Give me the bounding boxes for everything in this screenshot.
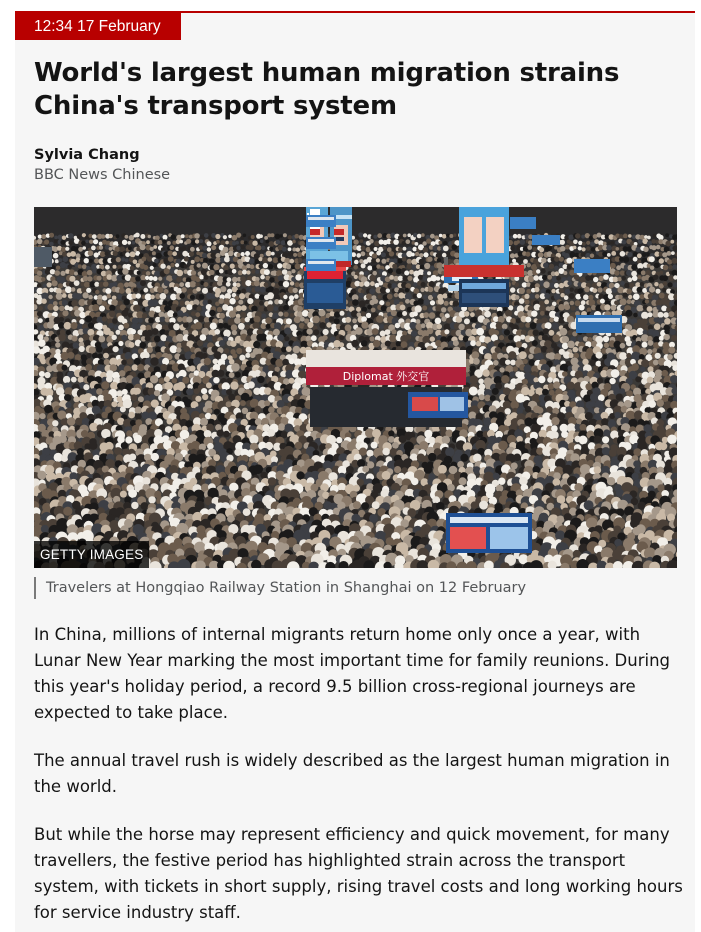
article-headline: World's largest human migration strains China's transport system	[34, 58, 620, 121]
article-card	[15, 11, 695, 932]
article-photo[interactable]	[34, 207, 677, 568]
timestamp-badge: 12:34 17 February	[15, 13, 181, 40]
author-name[interactable]: Sylvia Chang	[34, 147, 140, 163]
author-organization: BBC News Chinese	[34, 167, 171, 183]
